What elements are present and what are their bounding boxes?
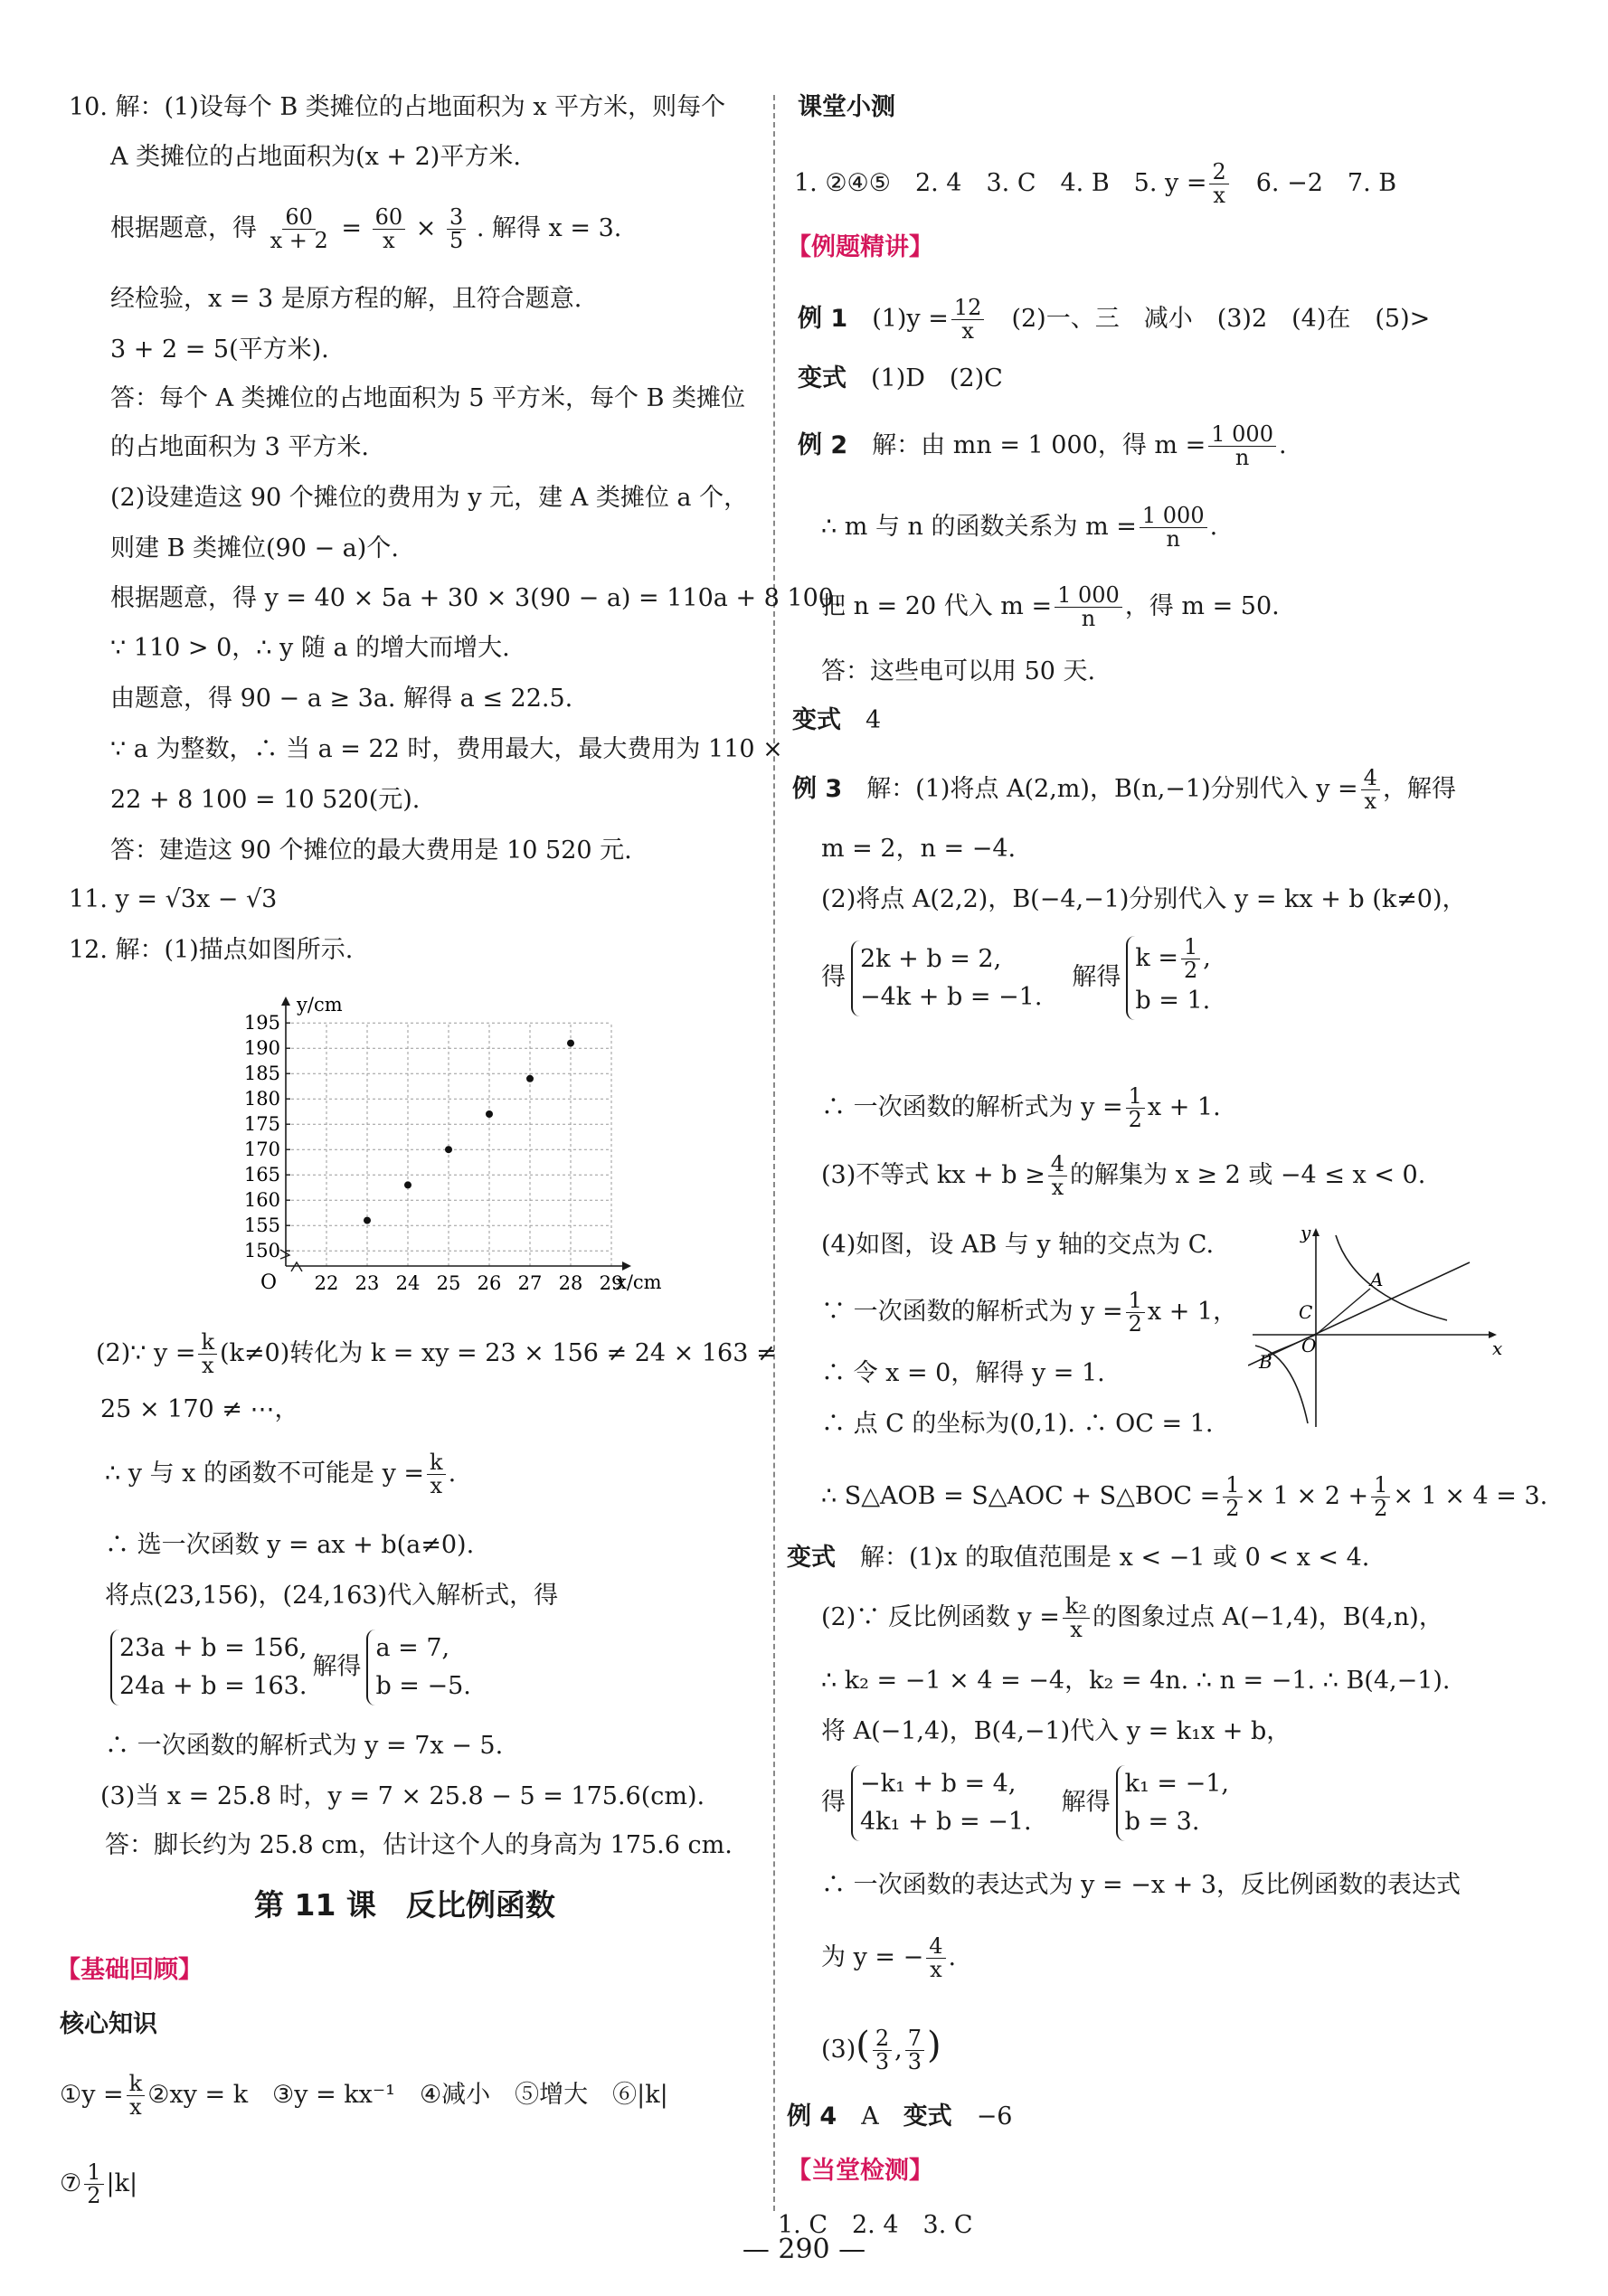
fraction: $\frac{2}{3}$ [873, 2027, 892, 2074]
y-tick-label: 180 [243, 1088, 280, 1110]
graph-label-c: C [1299, 1301, 1313, 1323]
function-graph [1248, 1219, 1510, 1436]
equation-system: −k₁ + b = 4, 4k₁ + b = −1. [851, 1765, 1032, 1841]
fraction: $\frac{1 000}{n}$ [1055, 584, 1122, 630]
fraction: $\frac{k}{x}$ [198, 1331, 217, 1377]
fraction: $\frac{60}{x}$ [373, 206, 406, 252]
equation-system: k = $\frac{1}{2}$ , b = 1. [1126, 936, 1210, 1020]
variant-3-line-1: 变式 解：(1)x 的取值范围是 x < −1 或 0 < x < 4. [787, 1544, 1370, 1572]
fraction: $\frac{1 000}{n}$ [1140, 505, 1207, 551]
y-tick-label: 190 [243, 1037, 280, 1060]
variant-3-line-7: (3)( $\frac{2}{3}$ , $\frac{7}{3}$ ) [821, 2025, 941, 2075]
q10-line-6: 的占地面积为 3 平方米. [110, 433, 369, 461]
data-point [526, 1075, 534, 1082]
graph-label-a: A [1370, 1269, 1384, 1290]
y-tick-label: 150 [243, 1240, 280, 1262]
example-2-line-2: ∴ m 与 n 的函数关系为 m = $\frac{1 000}{n}$ . [821, 503, 1218, 553]
q10-line-9: 根据题意，得 y = 40 × 5a + 30 × 3(90 − a) = 110a + 8 100. [110, 584, 842, 612]
variant-3-line-2: (2)∵ 反比例函数 y = $\frac{\text{k₂}}{x}$ 的图象过点 A(−1,4)，B(4,n)， [821, 1593, 1443, 1643]
q10-line-2: A 类摊位的占地面积为(x + 2)平方米. [110, 143, 521, 171]
fraction: $\frac{1}{2}$ [1371, 1474, 1390, 1520]
scatter-x-label: x/cm [616, 1271, 662, 1293]
variant-1: 变式 (1)D (2)C [798, 364, 1003, 392]
quiz-heading: 课堂小测 [798, 93, 895, 121]
fraction: $\frac{12}{x}$ [951, 297, 985, 343]
example-3-line-4: ∴ 一次函数的解析式为 y = $\frac{1}{2}$ x + 1. [821, 1083, 1221, 1133]
fraction: $\frac{7}{3}$ [905, 2027, 924, 2074]
y-tick-label: 165 [243, 1164, 280, 1186]
q12-2-system: 23a + b = 156, 24a + b = 163.解得a = 7, b = −5. [105, 1630, 477, 1705]
fraction: $\frac{1}{2}$ [1126, 1290, 1145, 1336]
core-knowledge-line-2: ⑦ $\frac{1}{2}$ |k| [60, 2159, 138, 2209]
x-tick-label: 25 [436, 1272, 461, 1294]
x-axis-arrow [622, 1261, 631, 1271]
variant-3-line-5: ∴ 一次函数的表达式为 y = −x + 3，反比例函数的表达式 [821, 1871, 1461, 1899]
data-point [404, 1181, 411, 1188]
tag-class-check: 【当堂检测】 [787, 2157, 933, 2185]
fraction: $\frac{4}{x}$ [926, 1935, 945, 1981]
q10-line-12: ∵ a 为整数，∴ 当 a = 22 时，费用最大，最大费用为 110 × [110, 735, 783, 763]
example-4: 例 4 A 变式 −6 [787, 2102, 1013, 2131]
tag-example-lecture: 【例题精讲】 [787, 233, 933, 261]
q10-line-8: 则建 B 类摊位(90 − a)个. [110, 534, 399, 562]
data-point [364, 1217, 371, 1224]
example-3-line-6: (4)如图，设 AB 与 y 轴的交点为 C. [821, 1231, 1215, 1259]
fraction: $\frac{60}{x + 2}$ [270, 204, 328, 254]
q10-line-14: 答：建造这 90 个摊位的最大费用是 10 520 元. [110, 836, 632, 865]
data-point [445, 1146, 452, 1153]
example-3-line-3: (2)将点 A(2,2)，B(−4,−1)分别代入 y = kx + b (k≠0)， [821, 885, 1467, 913]
core-knowledge-line-1: ①y = $\frac{k}{x}$ ②xy = k ③y = kx⁻¹ ④减小 ⑤增大 ⑥|k| [60, 2071, 668, 2121]
fraction: $\frac{1 000}{n}$ [1208, 423, 1276, 469]
q12-2-line-2: 25 × 170 ≠ ⋯， [100, 1395, 299, 1423]
scatter-axes [280, 997, 631, 1271]
q12-2-line-3: ∴ y 与 x 的函数不可能是 y = $\frac{k}{x}$ . [105, 1450, 457, 1499]
scatter-origin: O [260, 1271, 278, 1294]
fraction: $\frac{1}{2}$ [1181, 936, 1200, 982]
x-tick-label: 23 [355, 1272, 380, 1294]
example-3-line-1: 例 3 解：(1)将点 A(2,m)，B(n,−1)分别代入 y = $\frac{4}{x}$ ，解得 [792, 765, 1456, 815]
scatter-points [364, 1040, 574, 1224]
y-tick-label: 195 [243, 1012, 280, 1035]
example-2-answer: 答：这些电可以用 50 天. [821, 657, 1096, 685]
variant-3-system: 得−k₁ + b = 4, 4k₁ + b = −1. 解得k₁ = −1, b = 3. [821, 1765, 1234, 1841]
q10-line-11: 由题意，得 90 − a ≥ 3a. 解得 a ≤ 22.5. [110, 685, 573, 713]
y-tick-label: 185 [243, 1063, 280, 1085]
q12-2-line-4: ∴ 选一次函数 y = ax + b(a≠0). [105, 1531, 475, 1559]
fraction: $\frac{\text{k₂}}{x}$ [1063, 1595, 1090, 1641]
example-2-line-3: 把 n = 20 代入 m = $\frac{1 000}{n}$ ，得 m = 50. [821, 582, 1280, 632]
fraction: $\frac{4}{x}$ [1048, 1153, 1067, 1199]
scatter-plot [232, 995, 666, 1320]
y-tick-label: 170 [243, 1139, 280, 1161]
q12-2-line-6: ∴ 一次函数的解析式为 y = 7x − 5. [105, 1732, 504, 1760]
q12-2-line-1: (2)∵ y = $\frac{k}{x}$ (k≠0)转化为 k = xy = 23 × 156 ≠ 24 × 163 ≠ [96, 1329, 777, 1379]
line-ab [1248, 1262, 1470, 1365]
example-3-line-9: ∴ 点 C 的坐标为(0,1). ∴ OC = 1. [821, 1410, 1214, 1438]
example-3-line-8: ∴ 令 x = 0，解得 y = 1. [821, 1359, 1105, 1387]
y-axis-arrow [281, 997, 290, 1006]
fraction: $\frac{2}{x}$ [1209, 161, 1228, 207]
y-tick-label: 155 [243, 1214, 280, 1237]
x-tick-label: 24 [395, 1272, 421, 1294]
q11-answer: 11. y = √3x − √3 [69, 885, 278, 913]
scatter-grid [286, 1023, 611, 1266]
q12-answer: 答：脚长约为 25.8 cm，估计这个人的身高为 175.6 cm. [105, 1831, 733, 1859]
fraction: $\frac{k}{x}$ [127, 2073, 146, 2119]
equation-system: 2k + b = 2, −4k + b = −1. [851, 940, 1042, 1016]
y-tick-label: 175 [243, 1113, 280, 1136]
x-tick-label: 26 [477, 1272, 502, 1294]
x-tick-label: 29 [599, 1272, 624, 1294]
scatter-tick-labels [244, 1012, 623, 1294]
variant-3-line-4: 将 A(−1,4)，B(4,−1)代入 y = k₁x + b， [821, 1717, 1291, 1745]
equation-system: k₁ = −1, b = 3. [1116, 1765, 1229, 1841]
q10-equation: 根据题意，得 $\frac{60}{x + 2}$ = $\frac{60}{x}$ × $\frac{3}{5}$ . 解得 x = 3. [110, 204, 622, 254]
q10-line-10: ∵ 110 > 0，∴ y 随 a 的增大而增大. [110, 634, 510, 662]
x-tick-label: 22 [314, 1272, 339, 1294]
example-3-line-2: m = 2，n = −4. [821, 835, 1017, 863]
x-tick-label: 28 [558, 1272, 583, 1294]
scatter-y-label: y/cm [297, 995, 343, 1016]
graph-label-b: B [1259, 1351, 1272, 1373]
fraction: $\frac{1}{2}$ [1223, 1474, 1242, 1520]
data-point [486, 1110, 493, 1118]
fraction: $\frac{4}{x}$ [1361, 767, 1380, 813]
quiz-answers: 1. ②④⑤ 2. 4 3. C 4. B 5. y = $\frac{2}{x}$ 6. −2 7. B [794, 159, 1397, 209]
example-2-line-1: 例 2 解：由 mn = 1 000，得 m = $\frac{1 000}{n}$ . [798, 421, 1287, 471]
tag-basic-review: 【基础回顾】 [56, 1956, 203, 1984]
data-point [567, 1040, 574, 1047]
fraction: $\frac{1}{2}$ [1126, 1085, 1145, 1131]
graph-label-y: y [1301, 1222, 1311, 1243]
column-divider [773, 95, 775, 2211]
q12-2-line-5: 将点(23,156)，(24,163)代入解析式，得 [105, 1582, 559, 1610]
q10-line-4: 3 + 2 = 5(平方米). [110, 335, 329, 364]
graph-label-x: x [1492, 1337, 1503, 1359]
q12-3-line: (3)当 x = 25.8 时，y = 7 × 25.8 − 5 = 175.6(cm). [100, 1782, 705, 1810]
y-tick-label: 160 [243, 1189, 280, 1212]
page-number: — 290 — [742, 2234, 866, 2265]
q10-line-1: 10. 解：(1)设每个 B 类摊位的占地面积为 x 平方米，则每个 [69, 93, 726, 121]
graph-y-arrow [1312, 1228, 1320, 1236]
q10-line-3: 经检验，x = 3 是原方程的解，且符合题意. [110, 285, 582, 313]
core-knowledge-heading: 核心知识 [60, 2010, 157, 2038]
lesson-title: 第 11 课 反比例函数 [254, 1887, 555, 1923]
example-3-line-10: ∴ S△AOB = S△AOC + S△BOC = $\frac{1}{2}$ × 1 × 2 + $\frac{1}{2}$ × 1 × 4 = 3. [821, 1472, 1548, 1522]
example-1: 例 1 (1)y = $\frac{12}{x}$ (2)一、三 减小 (3)2 (4)在 (5)> [798, 295, 1431, 345]
x-axis-break [291, 1262, 302, 1271]
variant-3-line-6: 为 y = − $\frac{4}{x}$ . [821, 1933, 957, 1983]
fraction: $\frac{k}{x}$ [427, 1451, 446, 1498]
hyperbola-branch-1 [1336, 1235, 1447, 1320]
example-3-system: 得2k + b = 2, −4k + b = −1. 解得k = $\frac{1}{2}$ , b = 1. [821, 936, 1216, 1020]
q10-line-7: (2)设建造这 90 个摊位的费用为 y 元，建 A 类摊位 a 个， [110, 484, 749, 512]
example-3-line-7: ∵ 一次函数的解析式为 y = $\frac{1}{2}$ x + 1， [821, 1288, 1238, 1337]
variant-2: 变式 4 [792, 706, 882, 734]
equation-system: a = 7, b = −5. [366, 1630, 470, 1705]
equation-system: 23a + b = 156, 24a + b = 163. [110, 1630, 307, 1705]
graph-label-o: O [1301, 1335, 1317, 1356]
x-tick-label: 27 [517, 1272, 543, 1294]
q12-head: 12. 解：(1)描点如图所示. [69, 936, 354, 964]
example-3-line-5: (3)不等式 kx + b ≥ $\frac{4}{x}$ 的解集为 x ≥ 2 或 −4 ≤ x < 0. [821, 1151, 1426, 1201]
fraction: $\frac{3}{5}$ [447, 206, 466, 252]
variant-3-line-3: ∴ k₂ = −1 × 4 = −4，k₂ = 4n. ∴ n = −1. ∴ B(4,−1). [821, 1667, 1451, 1695]
q10-line-13: 22 + 8 100 = 10 520(元). [110, 786, 421, 814]
check-answers: 1. C 2. 4 3. C [778, 2211, 973, 2239]
q10-line-5: 答：每个 A 类摊位的占地面积为 5 平方米，每个 B 类摊位 [110, 384, 746, 412]
fraction: $\frac{1}{2}$ [84, 2161, 103, 2207]
